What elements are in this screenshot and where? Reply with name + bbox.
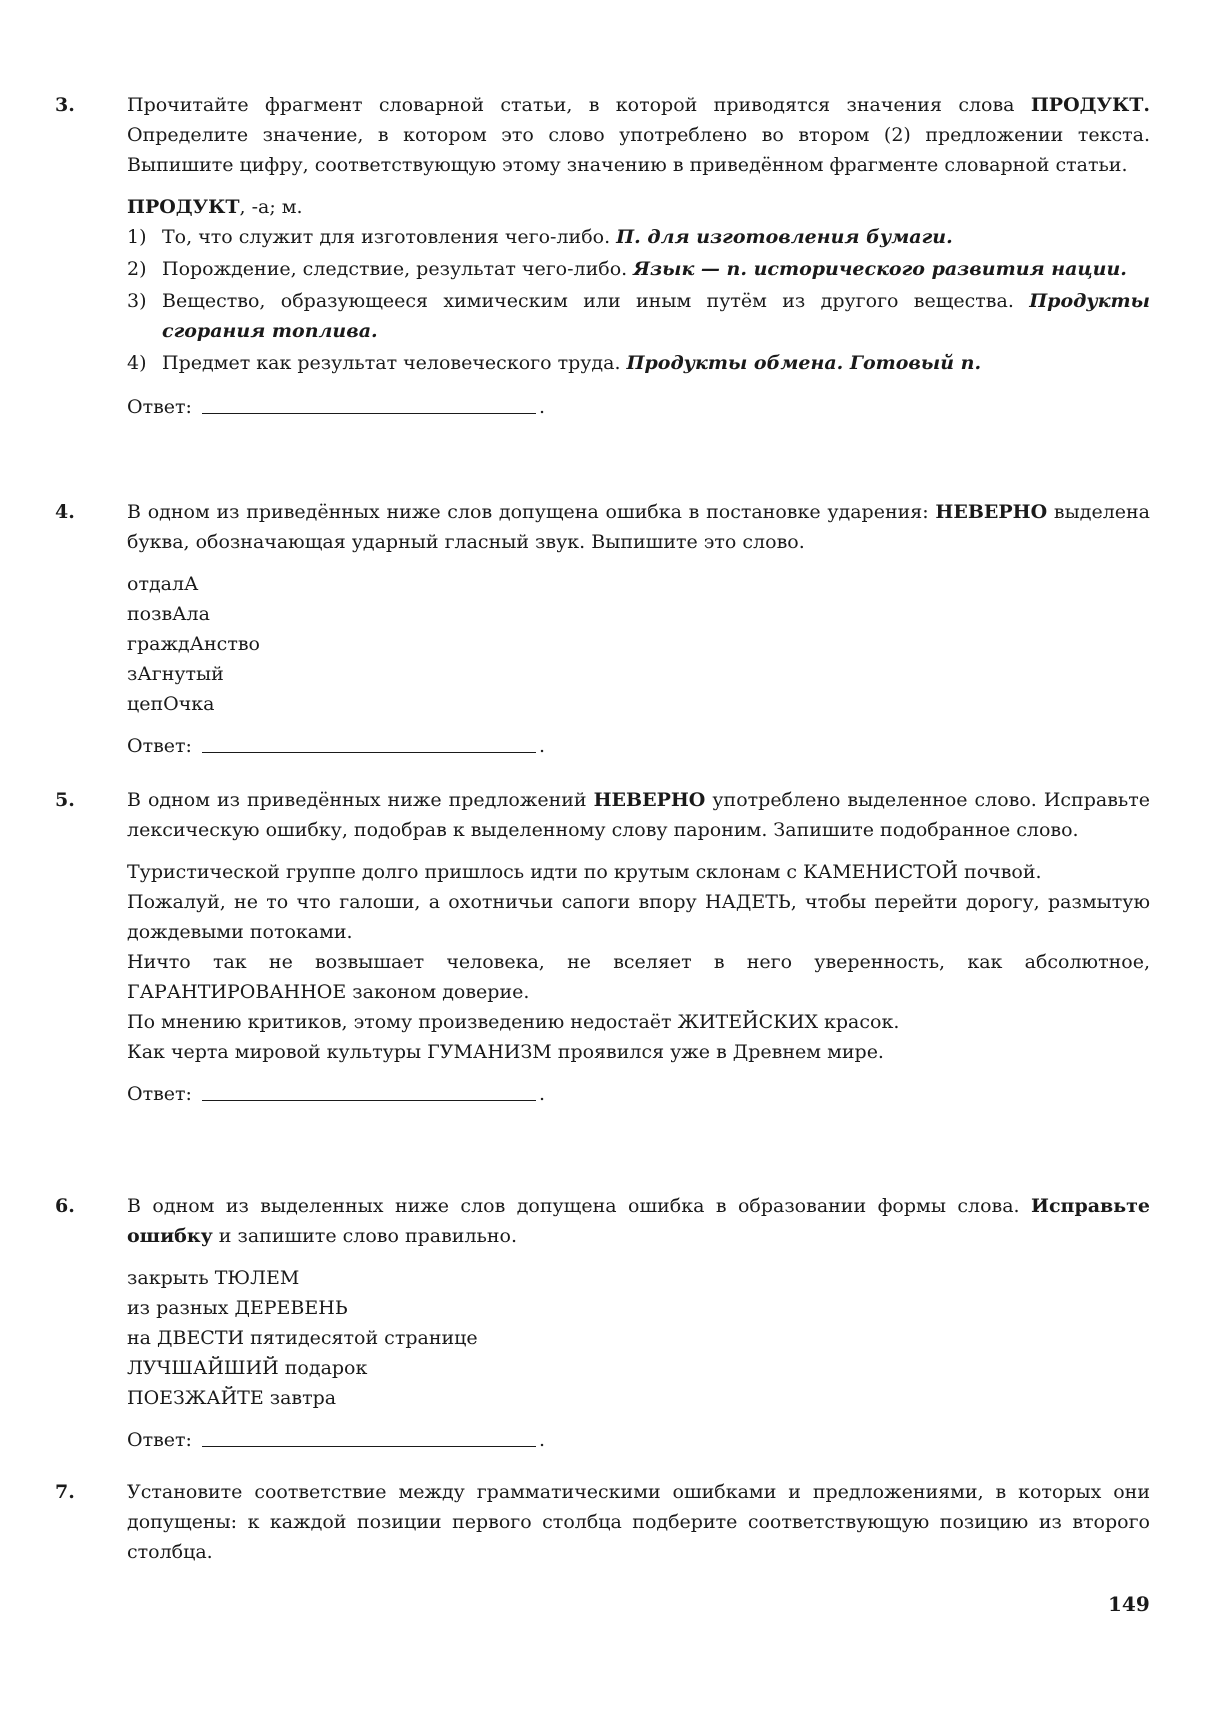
phrase-item: на ДВЕСТИ пятидесятой странице — [127, 1327, 478, 1349]
answer-field[interactable]: Ответ: . — [127, 1083, 546, 1105]
phrase-item: закрыть ТЮЛЕМ — [127, 1267, 300, 1289]
answer-line[interactable] — [202, 1446, 536, 1447]
answer-field[interactable]: Ответ: . — [127, 735, 546, 757]
sentence-item: Как черта мировой культуры ГУМАНИЗМ проявился уже в Древнем мире. — [127, 1041, 884, 1063]
sentence-item: Пожалуй, не то что галоши, а охотничьи сапоги впору НАДЕТЬ, чтобы перейти дорогу, размытую дождевыми потоками. — [127, 891, 1150, 943]
task-instruction: В одном из приведённых ниже предложений НЕВЕРНО употреблено выделенное слово. Исправьте лексическую ошибку, подобрав к выделенному слову пароним. Запишите подобранное слово. — [127, 789, 1150, 841]
sentence-item: Ничто так не возвышает человека, не вселяет в него уверенность, как абсолютное, ГАРАНТИРОВАННОЕ законом доверие. — [127, 951, 1150, 1003]
dictionary-headword: ПРОДУКТ, -а; м. — [127, 196, 303, 218]
task-number: 5. — [55, 789, 75, 811]
task-instruction: В одном из выделенных ниже слов допущена ошибка в образовании формы слова. Исправьте ошибку и запишите слово правильно. — [127, 1195, 1150, 1247]
answer-line[interactable] — [202, 752, 536, 753]
phrase-item: ПОЕЗЖАЙТЕ завтра — [127, 1387, 337, 1409]
task-3 — [55, 90, 1150, 422]
word-list — [127, 569, 1150, 719]
task-6 — [55, 1191, 1150, 1455]
task-5 — [55, 785, 1150, 1109]
phrase-item: ЛУЧШАЙШИЙ подарок — [127, 1357, 368, 1379]
word-item: позвАла — [127, 603, 210, 625]
task-number: 6. — [55, 1195, 75, 1217]
task-7 — [55, 1477, 1150, 1567]
answer-label: Ответ: — [127, 735, 192, 757]
answer-label: Ответ: — [127, 1083, 192, 1105]
sentence-item: Туристической группе долго пришлось идти по крутым склонам с КАМЕНИСТОЙ почвой. — [127, 861, 1042, 883]
phrase-list — [127, 1263, 1150, 1413]
task-instruction: Установите соответствие между грамматическими ошибками и предложениями, в которых они допущены: к каждой позиции первого столбца подберите соответствующую позицию из второго столбца. — [127, 1481, 1150, 1563]
task-number: 3. — [55, 94, 75, 116]
word-item: отдалА — [127, 573, 199, 595]
answer-line[interactable] — [202, 1100, 536, 1101]
phrase-item: из разных ДЕРЕВЕНЬ — [127, 1297, 348, 1319]
task-number: 4. — [55, 501, 75, 523]
task-instruction: Прочитайте фрагмент словарной статьи, в которой приводятся значения слова ПРОДУКТ. Определите значение, в котором это слово употреблено во втором (2) предложении текста. Выпишите цифру, соответствующую этому значению в приведённом фрагменте словарной статьи. — [127, 94, 1150, 176]
answer-line[interactable] — [202, 413, 536, 414]
word-item: цепОчка — [127, 693, 215, 715]
page-number: 149 — [1108, 1592, 1150, 1616]
word-item: граждАнство — [127, 633, 260, 655]
sentence-item: По мнению критиков, этому произведению недостаёт ЖИТЕЙСКИХ красок. — [127, 1011, 900, 1033]
word-item: зАгнутый — [127, 663, 224, 685]
definition-item: 2) Порождение, следствие, результат чего-либо. Язык — п. исторического развития нации. — [127, 258, 1127, 280]
definition-item: 4) Предмет как результат человеческого труда. Продукты обмена. Готовый п. — [127, 352, 982, 374]
task-number: 7. — [55, 1481, 75, 1503]
answer-field[interactable]: Ответ: . — [127, 1429, 546, 1451]
definition-item: 3) Вещество, образующееся химическим или иным путём из другого вещества. Продукты сгорания топлива. — [127, 290, 1150, 342]
answer-label: Ответ: — [127, 1429, 192, 1451]
task-instruction: В одном из приведённых ниже слов допущена ошибка в постановке ударения: НЕВЕРНО выделена буква, обозначающая ударный гласный звук. Выпишите это слово. — [127, 501, 1150, 553]
definition-list — [127, 222, 1150, 378]
answer-label: Ответ: — [127, 396, 192, 418]
task-4 — [55, 497, 1150, 761]
answer-field[interactable]: Ответ: . — [127, 396, 546, 418]
definition-item: 1) То, что служит для изготовления чего-либо. П. для изготовления бумаги. — [127, 226, 953, 248]
